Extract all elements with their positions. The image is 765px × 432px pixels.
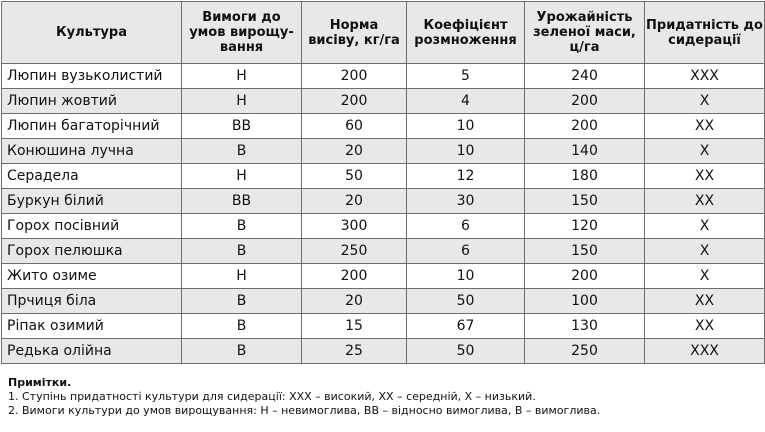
cell-green-manure-suitability: Х xyxy=(645,239,765,264)
cell-seeding-rate: 250 xyxy=(302,239,407,264)
cell-crop: Горох пелюшка xyxy=(2,239,182,264)
notes-line-2: 2. Вимоги культури до умов вирощування: Н – невимоглива, ВВ – відносно вимоглива, В – вимоглива. xyxy=(8,404,601,417)
cell-seeding-rate: 20 xyxy=(302,139,407,164)
header-requirements: Вимоги до умов вирощу-вання xyxy=(182,2,302,64)
cell-crop: Серадела xyxy=(2,164,182,189)
cell-seeding-rate: 50 xyxy=(302,164,407,189)
cell-green-mass-yield: 250 xyxy=(525,339,645,364)
cell-requirements: В xyxy=(182,339,302,364)
cell-seeding-rate: 20 xyxy=(302,189,407,214)
cell-crop: Горох посівний xyxy=(2,214,182,239)
notes-line-1: 1. Ступінь придатності культури для сидерації: ХХХ – високий, ХХ – середній, Х – низький. xyxy=(8,390,536,403)
table-row xyxy=(2,164,765,189)
cell-green-mass-yield: 200 xyxy=(525,89,645,114)
crops-table xyxy=(1,1,765,364)
cell-green-mass-yield: 140 xyxy=(525,139,645,164)
cell-green-manure-suitability: Х xyxy=(645,89,765,114)
cell-crop: Конюшина лучна xyxy=(2,139,182,164)
cell-green-manure-suitability: ХХХ xyxy=(645,64,765,89)
cell-green-mass-yield: 200 xyxy=(525,114,645,139)
cell-green-mass-yield: 200 xyxy=(525,264,645,289)
cell-multiplication-coefficient: 50 xyxy=(407,289,525,314)
cell-crop: Жито озиме xyxy=(2,264,182,289)
cell-multiplication-coefficient: 10 xyxy=(407,114,525,139)
cell-crop: Люпин жовтий xyxy=(2,89,182,114)
cell-requirements: В xyxy=(182,314,302,339)
header-row xyxy=(2,2,765,64)
table-row xyxy=(2,114,765,139)
cell-green-mass-yield: 150 xyxy=(525,189,645,214)
cell-green-mass-yield: 120 xyxy=(525,214,645,239)
cell-multiplication-coefficient: 12 xyxy=(407,164,525,189)
table-row xyxy=(2,289,765,314)
cell-multiplication-coefficient: 50 xyxy=(407,339,525,364)
cell-seeding-rate: 25 xyxy=(302,339,407,364)
cell-green-mass-yield: 150 xyxy=(525,239,645,264)
table-row xyxy=(2,314,765,339)
cell-multiplication-coefficient: 6 xyxy=(407,239,525,264)
table-row xyxy=(2,189,765,214)
cell-green-manure-suitability: ХХ xyxy=(645,164,765,189)
cell-multiplication-coefficient: 6 xyxy=(407,214,525,239)
table-row xyxy=(2,239,765,264)
cell-requirements: Н xyxy=(182,64,302,89)
header-green-manure-suitability: Придатність до сидерації xyxy=(645,2,765,64)
header-multiplication-coefficient: Коефіцієнт розмноження xyxy=(407,2,525,64)
cell-multiplication-coefficient: 4 xyxy=(407,89,525,114)
cell-requirements: Н xyxy=(182,89,302,114)
cell-green-manure-suitability: ХХ xyxy=(645,314,765,339)
cell-seeding-rate: 200 xyxy=(302,264,407,289)
table-header xyxy=(2,2,765,64)
header-green-mass-yield: Урожайність зеленої маси, ц/га xyxy=(525,2,645,64)
cell-green-mass-yield: 130 xyxy=(525,314,645,339)
cell-green-manure-suitability: ХХ xyxy=(645,189,765,214)
cell-green-manure-suitability: ХХ xyxy=(645,289,765,314)
table-row xyxy=(2,264,765,289)
cell-requirements: Н xyxy=(182,264,302,289)
cell-green-mass-yield: 240 xyxy=(525,64,645,89)
cell-requirements: ВВ xyxy=(182,114,302,139)
notes-title: Примітки. xyxy=(8,376,72,389)
cell-requirements: ВВ xyxy=(182,189,302,214)
cell-requirements: В xyxy=(182,139,302,164)
cell-crop: Прчиця біла xyxy=(2,289,182,314)
table-row xyxy=(2,64,765,89)
cell-multiplication-coefficient: 10 xyxy=(407,264,525,289)
notes xyxy=(1,376,765,418)
cell-seeding-rate: 60 xyxy=(302,114,407,139)
cell-crop: Редька олійна xyxy=(2,339,182,364)
cell-green-manure-suitability: Х xyxy=(645,139,765,164)
cell-multiplication-coefficient: 10 xyxy=(407,139,525,164)
cell-requirements: Н xyxy=(182,164,302,189)
cell-green-manure-suitability: ХХ xyxy=(645,114,765,139)
cell-seeding-rate: 15 xyxy=(302,314,407,339)
cell-green-mass-yield: 100 xyxy=(525,289,645,314)
cell-crop: Буркун білий xyxy=(2,189,182,214)
cell-seeding-rate: 200 xyxy=(302,64,407,89)
header-crop: Культура xyxy=(2,2,182,64)
table-row xyxy=(2,339,765,364)
table-row xyxy=(2,89,765,114)
cell-green-manure-suitability: ХХХ xyxy=(645,339,765,364)
cell-green-manure-suitability: Х xyxy=(645,264,765,289)
cell-requirements: В xyxy=(182,239,302,264)
table-row xyxy=(2,139,765,164)
cell-green-mass-yield: 180 xyxy=(525,164,645,189)
cell-green-manure-suitability: Х xyxy=(645,214,765,239)
cell-requirements: В xyxy=(182,289,302,314)
cell-crop: Люпин багаторічний xyxy=(2,114,182,139)
cell-seeding-rate: 300 xyxy=(302,214,407,239)
header-seeding-rate: Норма висіву, кг/га xyxy=(302,2,407,64)
table-body xyxy=(2,64,765,364)
table-row xyxy=(2,214,765,239)
cell-multiplication-coefficient: 67 xyxy=(407,314,525,339)
cell-seeding-rate: 200 xyxy=(302,89,407,114)
cell-requirements: В xyxy=(182,214,302,239)
cell-crop: Ріпак озимий xyxy=(2,314,182,339)
cell-seeding-rate: 20 xyxy=(302,289,407,314)
cell-multiplication-coefficient: 5 xyxy=(407,64,525,89)
cell-multiplication-coefficient: 30 xyxy=(407,189,525,214)
cell-crop: Люпин вузьколистий xyxy=(2,64,182,89)
